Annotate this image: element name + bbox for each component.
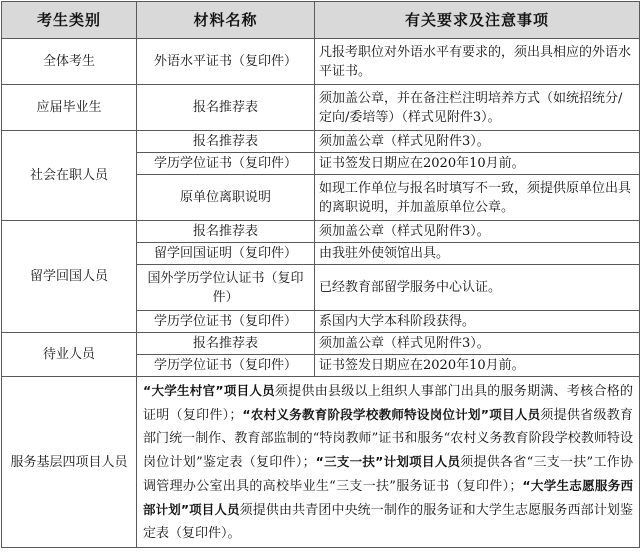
material-cell: 国外学历学位认证书（复印件）	[137, 265, 315, 311]
requirement-cell: 须加盖公章（样式见附件3）。	[315, 333, 640, 355]
project-name: “三支一扶”计划项目人员	[315, 454, 461, 469]
category-cell: 全体考生	[2, 39, 137, 85]
material-cell: 原单位离职说明	[137, 175, 315, 221]
project-requirement: 须提供由共青团中央统一制作的服务证和大学生志愿服务西部计划鉴定表（复印件）。	[143, 503, 633, 541]
header-row	[2, 2, 640, 39]
table-row	[2, 377, 640, 548]
project-requirement: 须提供各省“三支一扶”工作协调管理办公室出具的高校毕业生“三支一扶”服务证书（复印件）；	[143, 455, 633, 494]
table-row	[2, 39, 640, 85]
project-name: “农村义务教育阶段学校教师特设岗位计划”项目人员	[242, 407, 541, 422]
table-row	[2, 333, 640, 355]
category-cell: 留学回国人员	[2, 221, 137, 333]
category-cell: 应届毕业生	[2, 85, 137, 131]
requirement-cell: 证书签发日期应在2020年10月前。	[315, 153, 640, 175]
project-name: “大学生村官”项目人员	[143, 383, 275, 398]
requirement-cell: 由我驻外使领馆出具。	[315, 243, 640, 265]
material-cell: 学历学位证书（复印件）	[137, 153, 315, 175]
table-row	[2, 131, 640, 153]
material-cell: 报名推荐表	[137, 131, 315, 153]
material-cell: 学历学位证书（复印件）	[137, 355, 315, 377]
requirement-cell: 已经教育部留学服务中心认证。	[315, 265, 640, 311]
category-cell: 服务基层四项目人员	[2, 377, 137, 548]
project-requirement: 须提供省级教育部门统一制作、教育部监制的“特岗教师”证书和服务“农村义务教育阶段学校教师特设岗位计划”鉴定表（复印件）；	[143, 408, 633, 470]
category-cell: 待业人员	[2, 333, 137, 377]
header-requirements: 有关要求及注意事项	[315, 2, 640, 39]
material-cell: 留学回国证明（复印件）	[137, 243, 315, 265]
header-material: 材料名称	[137, 2, 315, 39]
requirement-cell: 须加盖公章，并在备注栏注明培养方式（如统招统分/定向/委培等）（样式见附件3）。	[315, 85, 640, 131]
requirement-cell: 系国内大学本科阶段获得。	[315, 311, 640, 333]
requirement-cell: 证书签发日期应在2020年10月前。	[315, 355, 640, 377]
project-requirement: 须提供由县级以上组织人事部门出具的服务期满、考核合格的证明（复印件）；	[143, 384, 633, 423]
material-cell: 外语水平证书（复印件）	[137, 39, 315, 85]
requirement-cell: 如现工作单位与报名时填写不一致，须提供原单位出具的离职说明，并加盖原单位公章。	[315, 175, 640, 221]
materials-table	[1, 1, 640, 548]
requirement-cell: 须加盖公章（样式见附件3）。	[315, 131, 640, 153]
service-requirements-cell	[137, 377, 640, 548]
project-name: “大学生志愿服务西部计划”项目人员	[143, 478, 633, 517]
requirement-cell: 须加盖公章（样式见附件3）。	[315, 221, 640, 243]
table-row	[2, 221, 640, 243]
requirement-cell: 凡报考职位对外语水平有要求的，须出具相应的外语水平证书。	[315, 39, 640, 85]
category-cell: 社会在职人员	[2, 131, 137, 221]
material-cell: 报名推荐表	[137, 221, 315, 243]
material-cell: 报名推荐表	[137, 85, 315, 131]
material-cell: 学历学位证书（复印件）	[137, 311, 315, 333]
header-category: 考生类别	[2, 2, 137, 39]
table-row	[2, 85, 640, 131]
material-cell: 报名推荐表	[137, 333, 315, 355]
